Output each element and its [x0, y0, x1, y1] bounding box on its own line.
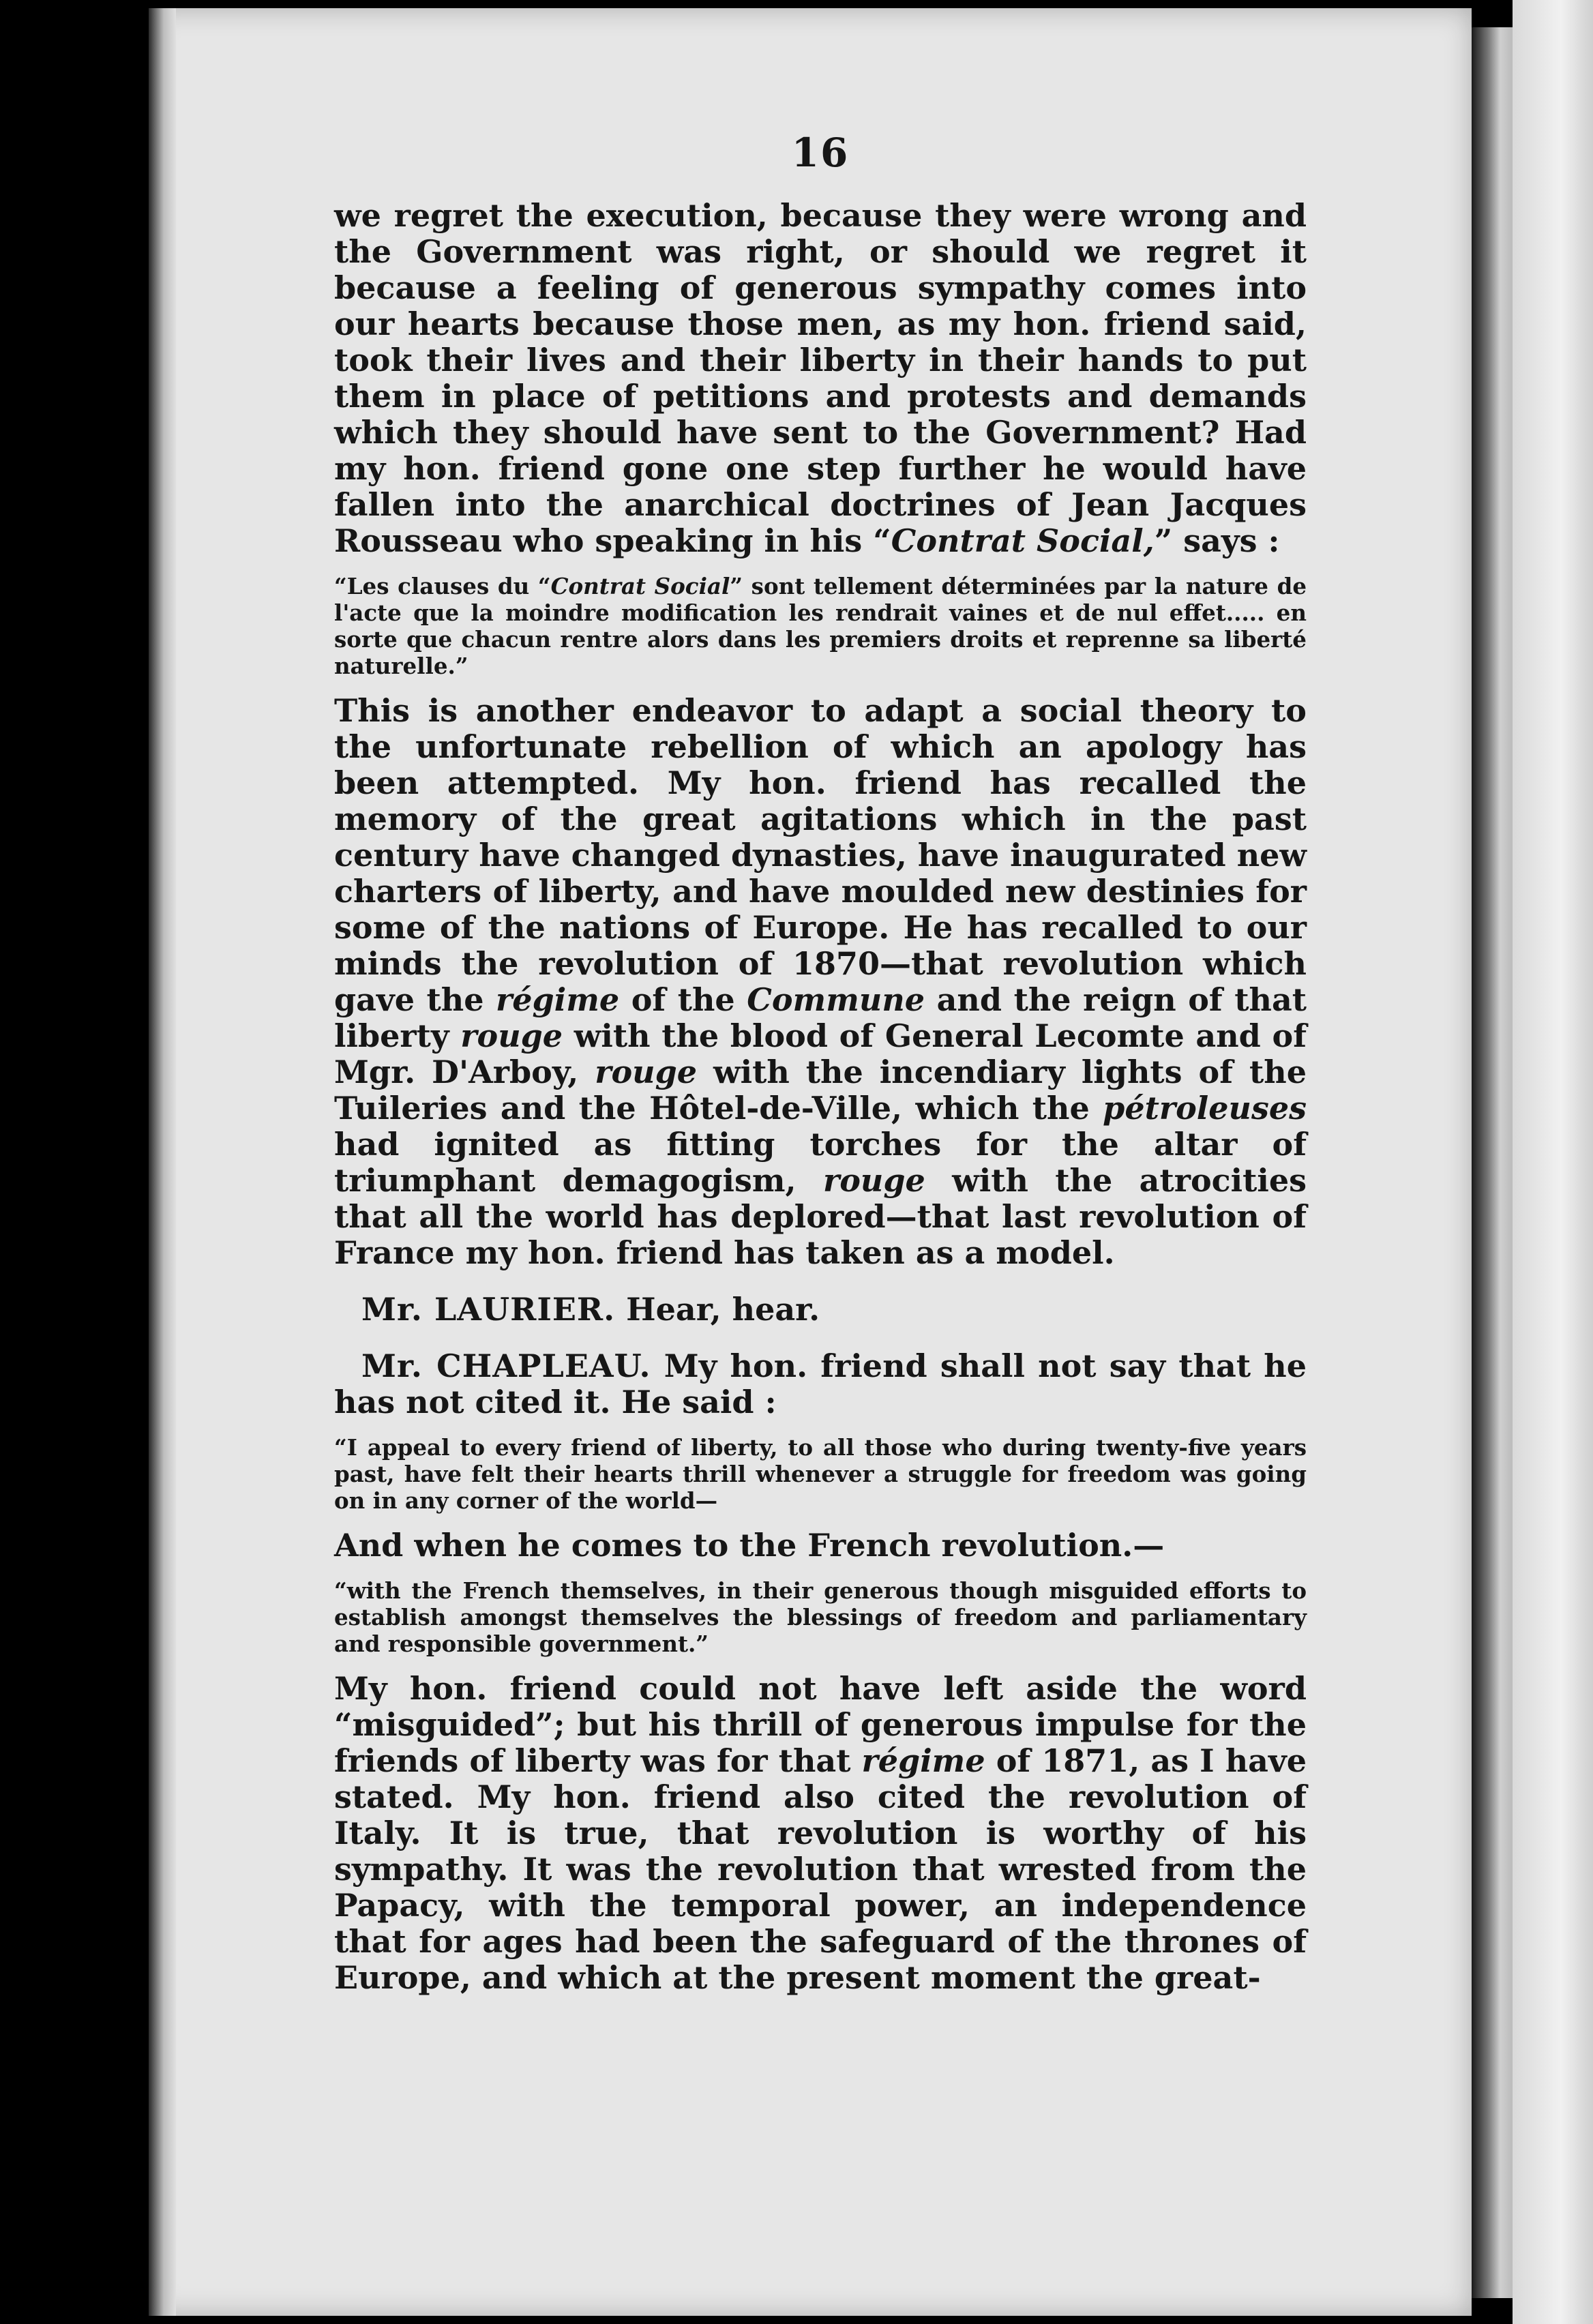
page-edge-shadow — [1472, 27, 1513, 2298]
next-page-edge — [1513, 0, 1593, 2324]
quote-liberty: “I appeal to every friend of liberty, to all those who during twenty-five years past, have felt their hearts thrill whenever a struggle for freedom was going on in any corner of the world— — [334, 1434, 1307, 1514]
quote-french-revolution: “with the French themselves, in their generous though misguided efforts to establish amongst themselves the blessings of freedom and parliamentary and responsible government.” — [334, 1577, 1307, 1657]
paragraph-2: This is another endeavor to adapt a social theory to the unfortunate rebellion of which an apology has been attempted. My hon. friend has recalled the memory of the great agitations which in the past century have changed dynasties, have inaugurated new charters of liberty, and have moulded new destinies for some of the nations of Europe. He has recalled to our minds the revolution of 1870—that revolution which gave the régime of the Commune and the reign of that liberty rouge with the blood of General Lecomte and of Mgr. D'Arboy, rouge with the incendiary lights of the Tuileries and the Hôtel-de-Ville, which the pétroleuses had ignited as fitting torches for the altar of triumphant demagogism, rouge with the atrocities that all the world has deplored—that last revolution of France my hon. friend has taken as a model. — [334, 692, 1307, 1271]
quote-contrat-social: “Les clauses du “Contrat Social” sont tellement déterminées par la nature de l'acte que la moindre modification les rendrait vaines et de nul effet..... en sorte que chacun rentre alors dans les premiers droits et reprenne sa liberté naturelle.” — [334, 573, 1307, 679]
page-text — [334, 130, 1307, 1996]
paragraph-1: we regret the execution, because they were wrong and the Government was right, or should we regret it because a feeling of generous sympathy comes into our hearts because those men, as my hon. friend said, took their lives and their liberty in their hands to put them in place of petitions and protests and demands which they should have sent to the Government? Had my hon. friend gone one step further he would have fallen into the anarchical doctrines of Jean Jacques Rousseau who speaking in his “Contrat Social,” says : — [334, 197, 1307, 559]
paragraph-4: My hon. friend could not have left aside the word “misguided”; but his thrill of generous impulse for the friends of liberty was for that régime of 1871, as I have stated. My hon. friend also cited the revolution of Italy. It is true, that revolution is worthy of his sympathy. It was the revolution that wrested from the Papacy, with the temporal power, an independence that for ages had been the safeguard of the thrones of Europe, and which at the present moment the great- — [334, 1670, 1307, 1996]
page-spine-shadow — [149, 8, 176, 2316]
laurier-interjection: Mr. LAURIER. Hear, hear. — [361, 1291, 820, 1328]
chapleau-speech: Mr. CHAPLEAU. My hon. friend shall not say that he has not cited it. He said : — [334, 1347, 1307, 1420]
speaker-laurier: Mr. LAURIER. — [361, 1291, 616, 1328]
paragraph-3: And when he comes to the French revolution.— — [334, 1527, 1165, 1564]
page-number: 16 — [791, 130, 850, 176]
speaker-chapleau: Mr. CHAPLEAU. — [361, 1347, 651, 1384]
